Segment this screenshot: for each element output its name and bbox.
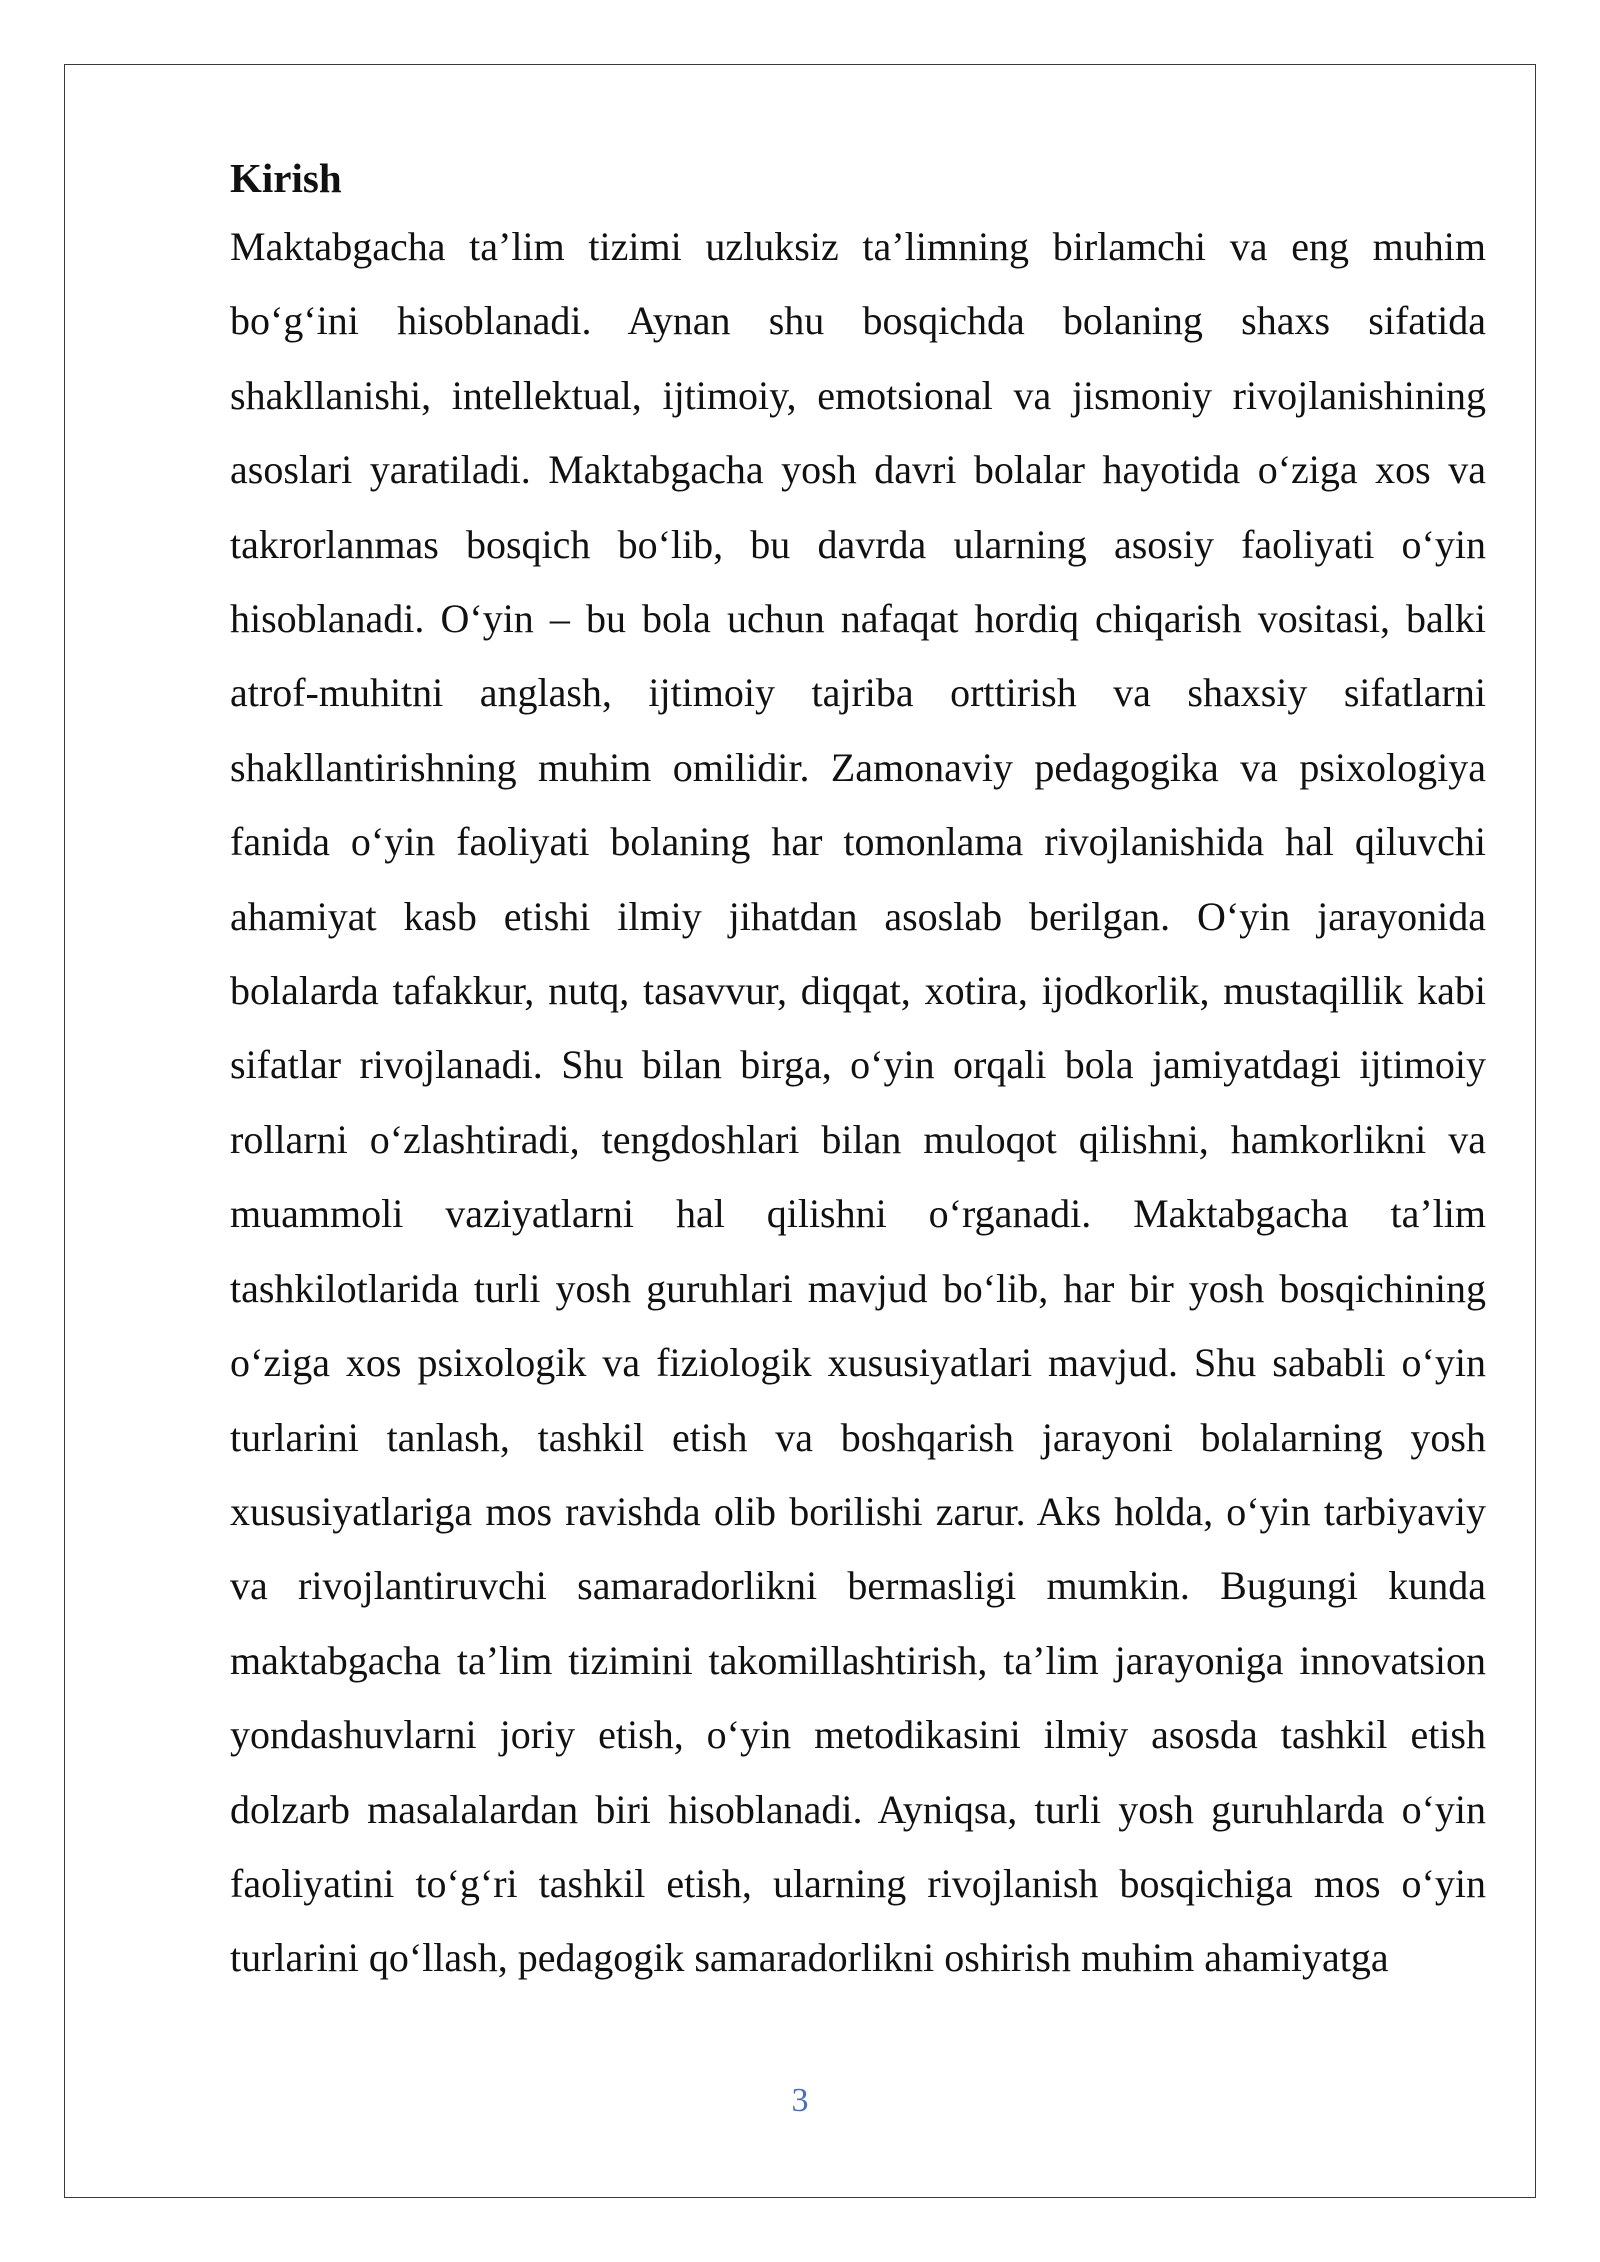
body-paragraph: Maktabgacha ta’lim tizimi uzluksiz ta’limning birlamchi va eng muhim bo‘g‘ini hisoblanadi. Aynan shu bosqichda bolaning shaxs sifatida shakllanishi, intellektual, ijtimoiy, emotsional va jismoniy rivojlanishining asoslari yaratiladi. Maktabgacha yosh davri bolalar hayotida o‘ziga xos va takrorlanmas bosqich bo‘lib, bu davrda ularning asosiy faoliyati o‘yin hisoblanadi. O‘yin – bu bola uchun nafaqat hordiq chiqarish vositasi, balki atrof-muhitni anglash, ijtimoiy tajriba orttirish va shaxsiy sifatlarni shakllantirishning muhim omilidir. Zamonaviy pedagogika va psixologiya fanida o‘yin faoliyati bolaning har tomonlama rivojlanishida hal qiluvchi ahamiyat kasb etishi ilmiy jihatdan asoslab berilgan. O‘yin jarayonida bolalarda tafakkur, nutq, tasavvur, diqqat, xotira, ijodkorlik, mustaqillik kabi sifatlar rivojlanadi. Shu bilan birga, o‘yin orqali bola jamiyatdagi ijtimoiy rollarni o‘zlashtiradi, tengdoshlari bilan muloqot qilishni, hamkorlikni va muammoli vaziyatlarni hal qilishni o‘rganadi. Maktabgacha ta’lim tashkilotlarida turli yosh guruhlari mavjud bo‘lib, har bir yosh bosqichining o‘ziga xos psixologik va fiziologik xususiyatlari mavjud. Shu sababli o‘yin turlarini tanlash, tashkil etish va boshqarish jarayoni bolalarning yosh xususiyatlariga mos ravishda olib borilishi zarur. Aks holda, o‘yin tarbiyaviy va rivojlantiruvchi samaradorlikni bermasligi mumkin. Bugungi kunda maktabgacha ta’lim tizimini takomillashtirish, ta’lim jarayoniga innovatsion yondashuvlarni joriy etish, o‘yin metodikasini ilmiy asosda tashkil etish dolzarb masalalardan biri hisoblanadi. Ayniqsa, turli yosh guruhlarda o‘yin faoliyatini to‘g‘ri tashkil etish, ularning rivojlanish bosqichiga mos o‘yin turlarini qo‘llash, pedagogik samaradorlikni oshirish muhim ahamiyatga [230,224,1486,1981]
section-heading: Kirish [230,155,342,201]
page-number: 3 [791,2082,809,2119]
page-content [230,146,1486,1996]
